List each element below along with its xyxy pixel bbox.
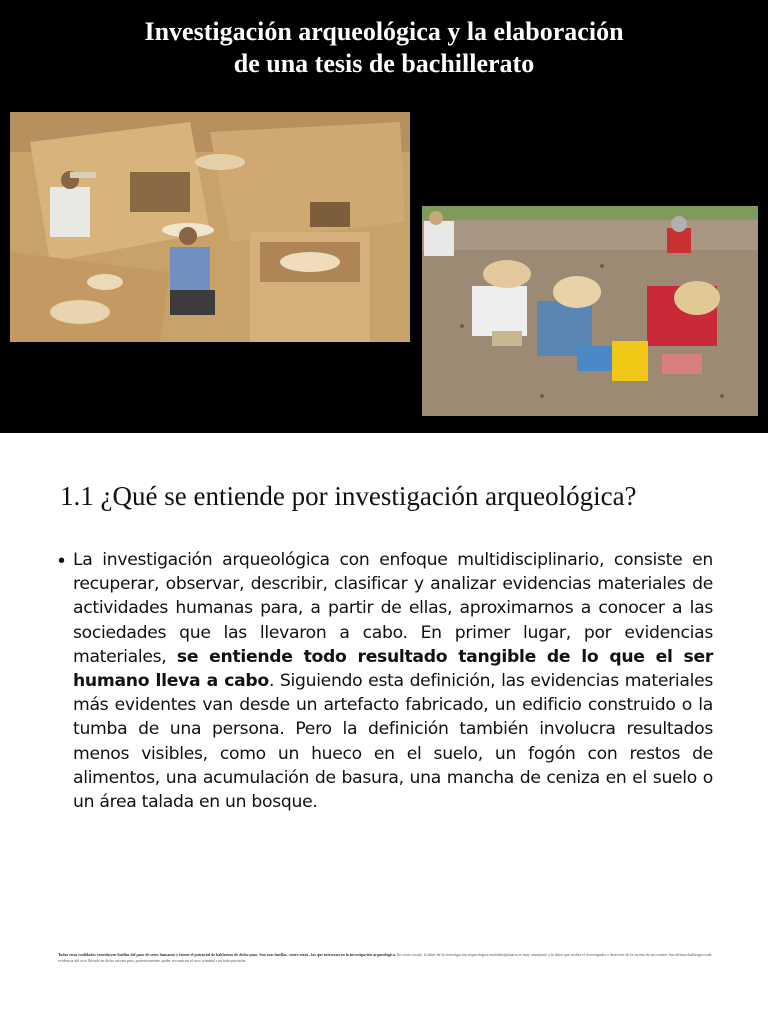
paragraph-part-1: La investigación arqueológica con enfoque multidisciplinario, consiste en recuperar, observar, describir, clasificar y analizar evidencias materiales de actividades humanas para, a partir de ellas, aproximarnos a conocer a las sociedades que las llevaron a cabo. En primer lugar, por evidencias materiales,: [73, 550, 713, 667]
section-heading: 1.1 ¿Qué se entiende por investigación arqueológica?: [60, 481, 637, 511]
footnote-rest: En cierto modo, la labor de la investigación arqueológica multidisciplinaria es muy semejante a la labor que realiza el investigador o detective de la escena de un crimen. Sus últimos hallazgos toda evidencia del acto llevado en dicha escena para, posteriormente, poder reconstruir el acto criminal con toda precisión.: [58, 952, 712, 963]
bullet-text: [73, 548, 713, 814]
slide-header-band: [0, 0, 768, 433]
bullet-paragraph: [58, 548, 713, 814]
footnote-bold-part: Todas estas realidades constituyen huellas del paso de seres humanos y tienen el potencial de hablarnos de dicho paso. Son esas huellas –entre otras– las que interesan en la investigación arqueológica.: [58, 952, 396, 957]
paragraph-bold-phrase: se entiende todo resultado tangible de lo que el ser humano lleva a cabo: [73, 646, 714, 692]
footnote: [58, 952, 718, 964]
bullet-dot-icon: •: [58, 550, 66, 572]
excavation-burials-photo: [10, 112, 410, 342]
paragraph-part-2: . Siguiendo esta definición, las evidencias materiales más evidentes van desde un artefacto fabricado, un edificio construido o la tumba de una persona. Pero la definición también involucra resultados menos visibles, como un hueco en el suelo, un fogón con restos de alimentos, una acumulación de basura, una mancha de ceniza en el suelo o un área talada en un bosque.: [73, 671, 713, 813]
slide-title: [0, 16, 768, 80]
slide-title-line-2: de una tesis de bachillerato: [233, 49, 535, 78]
slide-title-line-1: Investigación arqueológica y la elaboración: [144, 17, 624, 46]
field-team-photo: [422, 206, 758, 416]
